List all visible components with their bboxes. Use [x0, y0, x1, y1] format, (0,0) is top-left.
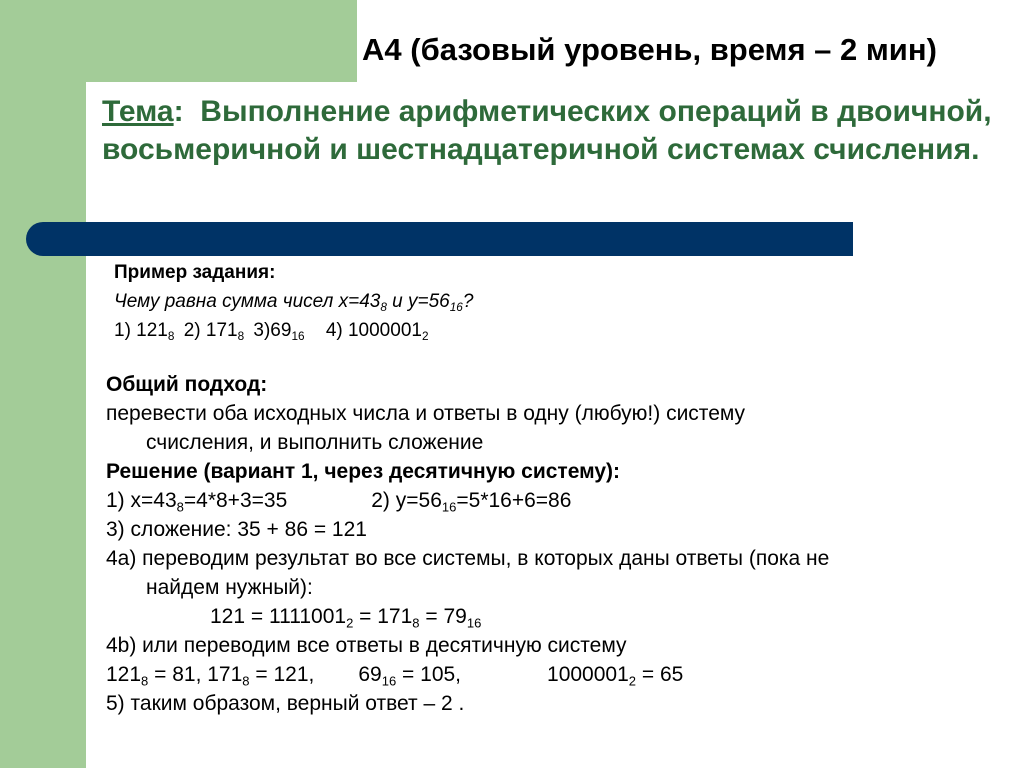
- question-base-2: 16: [449, 301, 463, 315]
- conversion-base-2: 2: [346, 615, 354, 631]
- conversion-base-8: 8: [412, 615, 420, 631]
- example-block: [114, 258, 714, 345]
- solution-step-4a-line-2: найдем нужный):: [146, 576, 313, 599]
- question-part-1: Чему равна сумма чисел x=43: [114, 291, 381, 312]
- decimal-a: 121: [106, 663, 142, 686]
- option-1: 1) 121: [114, 320, 168, 341]
- decimal-e: = 105,: [396, 663, 462, 686]
- accent-bar: [26, 222, 853, 256]
- answer-options: [114, 316, 714, 345]
- solution-heading: Решение (вариант 1, через десятичную систему):: [106, 460, 621, 483]
- solution-step-4b: 4b) или переводим все ответы в десятичную систему: [106, 634, 627, 657]
- step-2-base: 16: [441, 499, 457, 515]
- question-part-2: и y=56: [386, 291, 450, 312]
- option-1-base: 8: [167, 330, 175, 344]
- question-part-3: ?: [462, 291, 474, 312]
- topic-label: Тема: [102, 95, 174, 128]
- topic-colon: :: [173, 95, 184, 128]
- decimal-f: 1000001: [547, 663, 629, 686]
- option-3: 3)69: [253, 320, 292, 341]
- step-1-a: 1) x=43: [106, 489, 177, 512]
- side-panel-strip: [0, 226, 86, 768]
- approach-heading: Общий подход:: [106, 373, 268, 396]
- option-2-base: 8: [237, 330, 245, 344]
- option-3-base: 16: [291, 330, 305, 344]
- example-question: [114, 287, 714, 316]
- decimal-b-base: 8: [242, 673, 250, 689]
- solution-step-5: 5) таким образом, верный ответ – 2 .: [106, 692, 465, 715]
- topic-text: Выполнение арифметических операций в двоичной, восьмеричной и шестнадцатеричной системах счисления.: [102, 95, 992, 166]
- step-1-base: 8: [176, 499, 184, 515]
- option-2: 2) 171: [183, 320, 238, 341]
- conversion-c: = 79: [419, 605, 467, 628]
- solution-content: [106, 370, 1006, 718]
- conversion-base-16: 16: [466, 615, 482, 631]
- decimal-d: 69: [358, 663, 382, 686]
- decimal-a-base: 8: [141, 673, 149, 689]
- approach-line-1: перевести оба исходных числа и ответы в одну (любую!) систему: [106, 402, 746, 425]
- step-2-b: =5*16+6=86: [456, 489, 572, 512]
- decimal-b: = 81, 171: [148, 663, 243, 686]
- option-4: 4) 1000001: [325, 320, 422, 341]
- example-heading: Пример задания:: [114, 262, 276, 283]
- decimal-d-base: 16: [381, 673, 397, 689]
- solution-step-3: 3) сложение: 35 + 86 = 121: [106, 518, 367, 541]
- slide-title: А4 (базовый уровень, время – 2 мин): [362, 32, 937, 67]
- solution-step-4a-line-1: 4a) переводим результат во все системы, в которых даны ответы (пока не: [106, 547, 830, 570]
- question-base-1: 8: [380, 301, 387, 315]
- decimal-f-base: 2: [628, 673, 637, 689]
- solution-steps-1-2: [106, 486, 1006, 515]
- decimal-line: [106, 660, 1006, 689]
- topic-block: [102, 93, 1002, 169]
- step-1-b: =4*8+3=35: [183, 489, 288, 512]
- conversion-b: = 171: [353, 605, 413, 628]
- decimal-g: = 65: [636, 663, 684, 686]
- step-2-a: 2) y=56: [371, 489, 442, 512]
- decimal-c: = 121,: [249, 663, 315, 686]
- conversion-line: [106, 602, 1006, 631]
- option-4-base: 2: [421, 330, 429, 344]
- conversion-a: 121 = 1111001: [210, 605, 347, 628]
- approach-line-2: счисления, и выполнить сложение: [146, 431, 484, 454]
